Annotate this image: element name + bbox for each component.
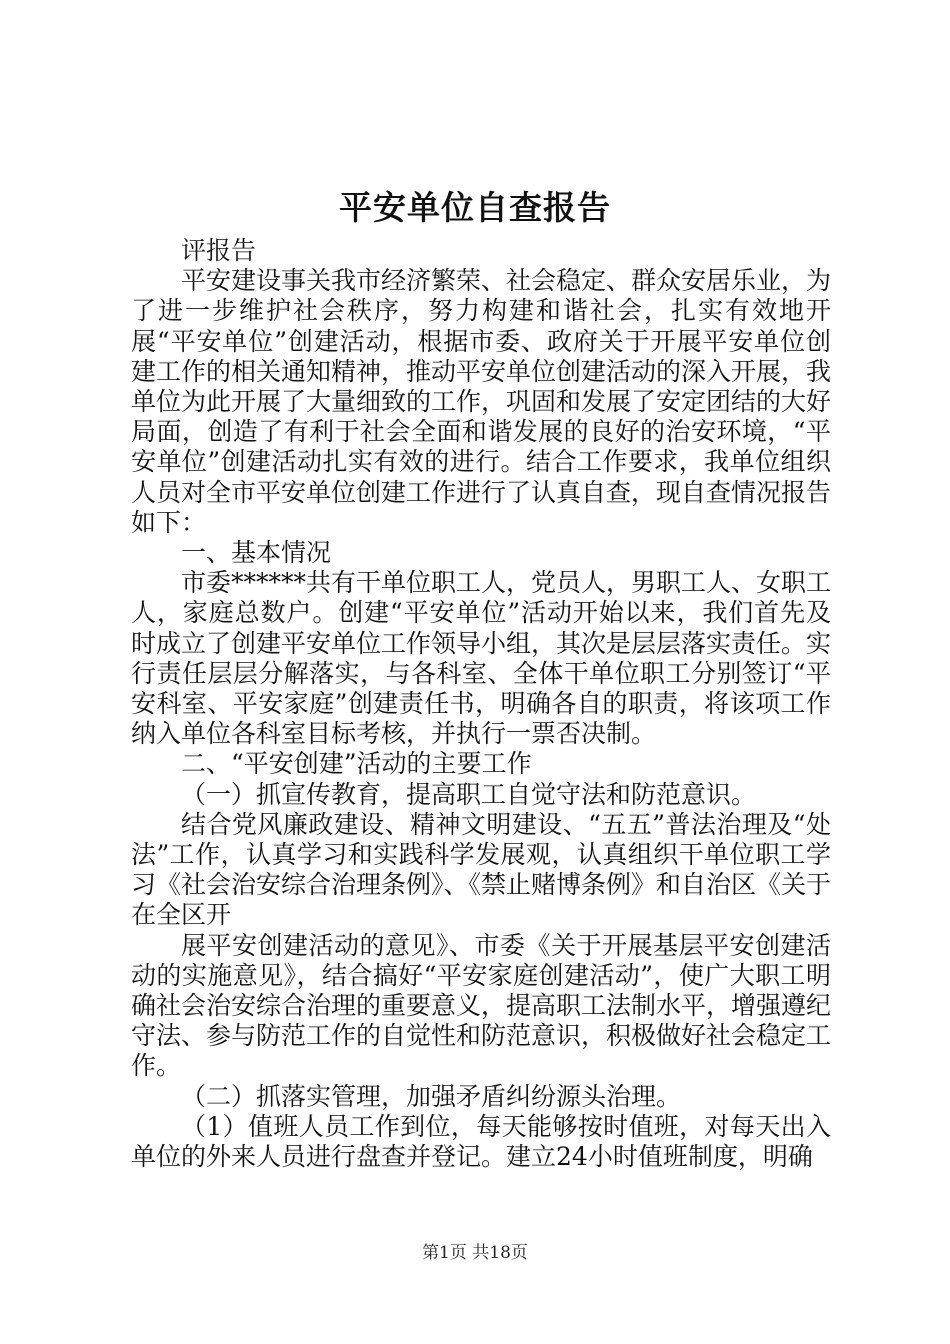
paragraph-education-part1: 结合党风廉政建设、精神文明建设、“五五”普法治理及“处法”工作，认真学习和实践科学发展观，认真组织干单位职工学习《社会治安综合治理条例》、《禁止赌博条例》和自治区《关于在全区开	[131, 809, 832, 930]
subsection-heading-management: （二）抓落实管理，加强矛盾纠纷源头治理。	[181, 1081, 682, 1111]
section-heading-main-work: 二、“平安创建”活动的主要工作	[181, 749, 532, 779]
subsection-heading-education: （一）抓宣传教育，提高职工自觉守法和防范意识。	[181, 779, 757, 809]
paragraph-heading-label: 评报告	[181, 236, 257, 265]
paragraph-education-part2: 展平安创建活动的意见》、市委《关于开展基层平安创建活动的实施意见》，结合搞好“平安家庭创建活动”，使广大职工明确社会治安综合治理的重要意义，提高职工法制水平，增强遵纪守法、参与防范工作的自觉性和防范意识，积极做好社会稳定工作。	[131, 930, 832, 1081]
paragraph-intro: 平安建设事关我市经济繁荣、社会稳定、群众安居乐业，为了进一步维护社会秩序，努力构建和谐社会，扎实有效地开展“平安单位”创建活动，根据市委、政府关于开展平安单位创建工作的相关通知精神，推动平安单位创建活动的深入开展，我单位为此开展了大量细致的工作，巩固和发展了安定团结的大好局面，创造了有利于社会全面和谐发展的良好的治安环境，“平安单位”创建活动扎实有效的进行。结合工作要求，我单位组织人员对全市平安单位创建工作进行了认真自查，现自查情况报告如下：	[131, 266, 832, 537]
document-body	[131, 236, 831, 1172]
paragraph-basic-situation: 市委******共有干单位职工人，党员人，男职工人、女职工人，家庭总数户。创建“平安单位”活动开始以来，我们首先及时成立了创建平安单位工作领导小组，其次是层层落实责任。实行责任层层分解落实，与各科室、全体干单位职工分别签订“平安科室、平安家庭”创建责任书，明确各自的职责，将该项工作纳入单位各科室目标考核，并执行一票否决制。	[131, 568, 832, 749]
page-number-footer: 第1页 共18页	[422, 1243, 528, 1263]
section-heading-basic-situation: 一、基本情况	[181, 538, 332, 568]
paragraph-duty-staff: （1）值班人员工作到位，每天能够按时值班，对每天出入单位的外来人员进行盘查并登记。建立24小时值班制度，明确	[131, 1111, 831, 1172]
document-title: 平安单位自查报告	[339, 188, 611, 227]
